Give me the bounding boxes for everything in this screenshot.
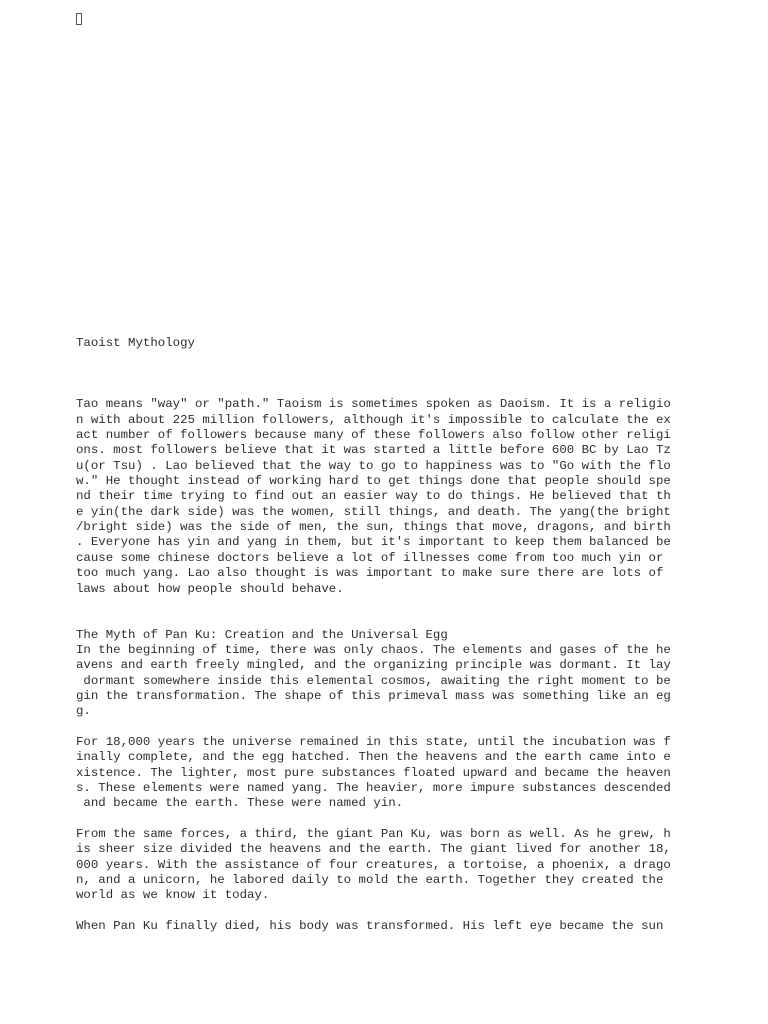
section-paragraph: From the same forces, a third, the giant Pan Ku, was born as well. As he grew, h is sheer size divided the heavens and the earth. The giant lived for another 18, 000 years. With the assistance of four creatures, a tortoise, a phoenix, a drago n, and a unicorn, he labored daily to mold the earth. Together they created the world as we know it today.	[76, 827, 671, 903]
intro-paragraph: Tao means "way" or "path." Taoism is sometimes spoken as Daoism. It is a religio n with about 225 million followers, although it's impossible to calculate the ex act number of followers because many of these followers also follow other religi ons. most followers believe that it was started a little before 600 BC by Lao Tz u(or Tsu) . Lao believed that the way to go to happiness was to "Go with the flo w." He thought instead of working hard to get things done that people should spe nd their time trying to find out an easier way to do things. He believed that th e yin(the dark side) was the women, still things, and death. The yang(the bright /bright side) was the side of men, the sun, things that move, dragons, and birth . Everyone has yin and yang in them, but it's important to keep them balanced be cause some chinese doctors believe a lot of illnesses come from too much yin or too much yang. Lao also thought is was important to make sure there are lots of laws about how people should behave.	[76, 397, 671, 596]
document-title: Taoist Mythology	[76, 336, 195, 350]
missing-glyph-icon	[76, 13, 82, 25]
section-paragraph: When Pan Ku finally died, his body was transformed. His left eye became the sun	[76, 919, 664, 934]
section-heading: The Myth of Pan Ku: Creation and the Universal Egg	[76, 627, 448, 642]
document-body	[76, 336, 736, 934]
section-paragraph: For 18,000 years the universe remained in this state, until the incubation was f inally complete, and the egg hatched. Then the heavens and the earth came into e xistence. The lighter, most pure substances floated upward and became the heaven s. These elements were named yang. The heavier, more impure substances descended and became the earth. These were named yin.	[76, 734, 671, 811]
section-paragraph: In the beginning of time, there was only chaos. The elements and gases of the he avens and earth freely mingled, and the organizing principle was dormant. It lay dormant somewhere inside this elemental cosmos, awaiting the right moment to be gin the transformation. The shape of this primeval mass was something like an eg g.	[76, 642, 671, 719]
